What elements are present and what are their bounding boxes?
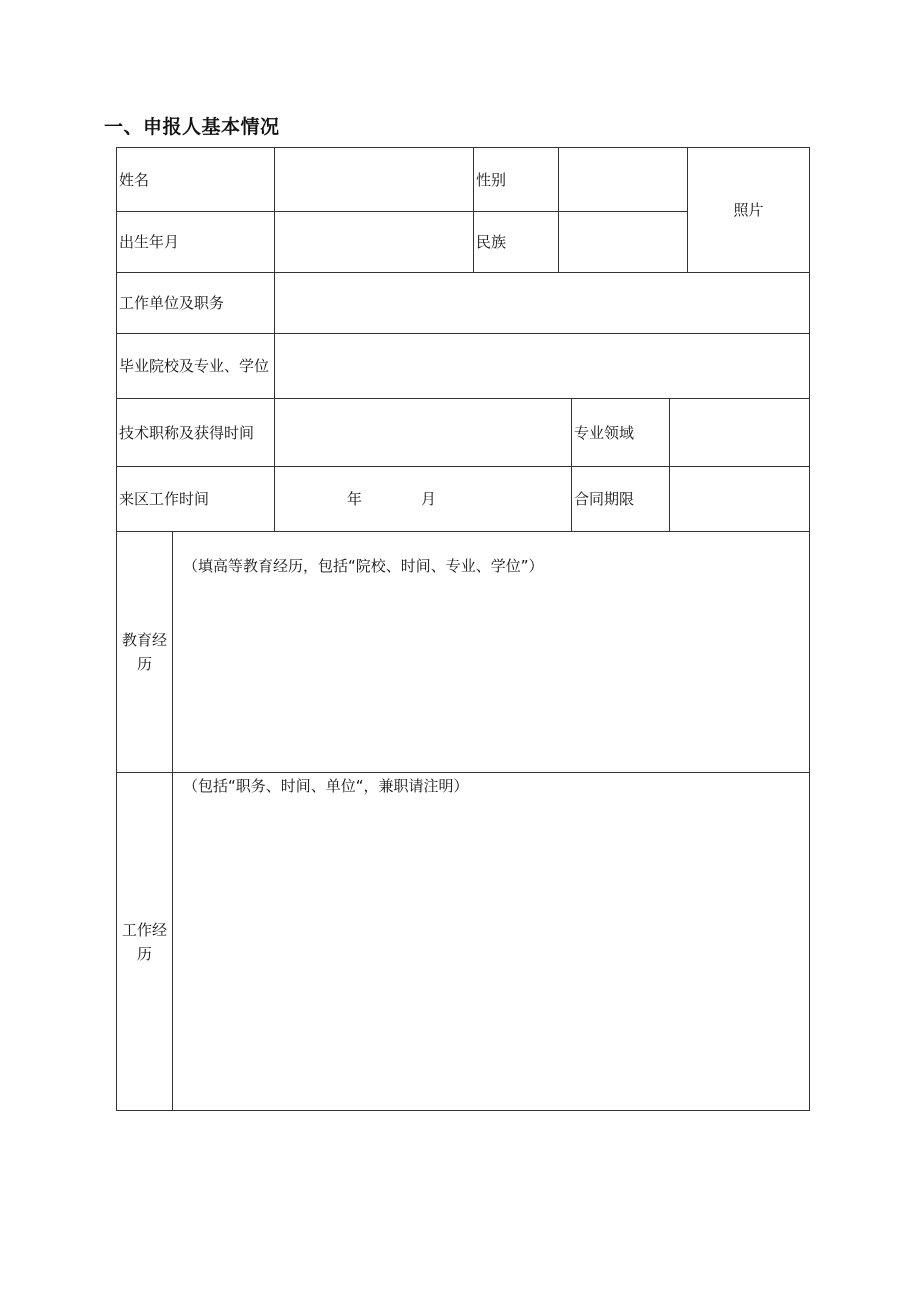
employer-position-field[interactable] (275, 273, 809, 333)
ethnicity-label: 民族 (476, 233, 507, 251)
name-field[interactable] (275, 148, 473, 211)
birth-label: 出生年月 (119, 233, 180, 251)
arrival-time-field[interactable] (275, 467, 571, 531)
specialty-field-label: 专业领域 (574, 423, 635, 442)
ethnicity-field[interactable] (559, 212, 687, 272)
gender-field[interactable] (559, 148, 687, 211)
title-and-date-field[interactable] (275, 399, 571, 466)
work-hint: （包括“职务、时间、单位“，兼职请注明） (183, 777, 469, 795)
photo-label: 照片 (733, 201, 764, 219)
table-border-right (809, 147, 810, 1111)
col-divider (571, 398, 572, 532)
title-and-date-label: 技术职称及获得时间 (119, 423, 255, 442)
school-major-degree-field[interactable] (275, 334, 809, 398)
birth-field[interactable] (275, 212, 473, 272)
table-border-bottom (116, 1110, 810, 1111)
education-area[interactable] (173, 532, 809, 772)
name-label: 姓名 (119, 170, 150, 189)
arrival-time-label: 来区工作时间 (119, 490, 210, 508)
section-title: 一、申报人基本情况 (104, 116, 280, 138)
specialty-field-input[interactable] (670, 399, 809, 466)
education-hint: （填高等教育经历，包括“院校、时间、专业、学位”） (183, 557, 544, 575)
contract-term-label: 合同期限 (574, 490, 635, 508)
work-area[interactable] (173, 773, 809, 1110)
month-unit: 月 (421, 490, 437, 508)
contract-term-field[interactable] (670, 467, 809, 531)
work-label: 工作经历 (121, 920, 167, 963)
education-label: 教育经历 (121, 631, 167, 673)
photo-box[interactable] (688, 148, 809, 272)
gender-label: 性别 (476, 170, 507, 189)
school-major-degree-label: 毕业院校及专业、学位 (119, 357, 270, 375)
employer-position-label: 工作单位及职务 (119, 294, 225, 312)
year-unit: 年 (347, 490, 363, 508)
col-divider (473, 147, 474, 273)
